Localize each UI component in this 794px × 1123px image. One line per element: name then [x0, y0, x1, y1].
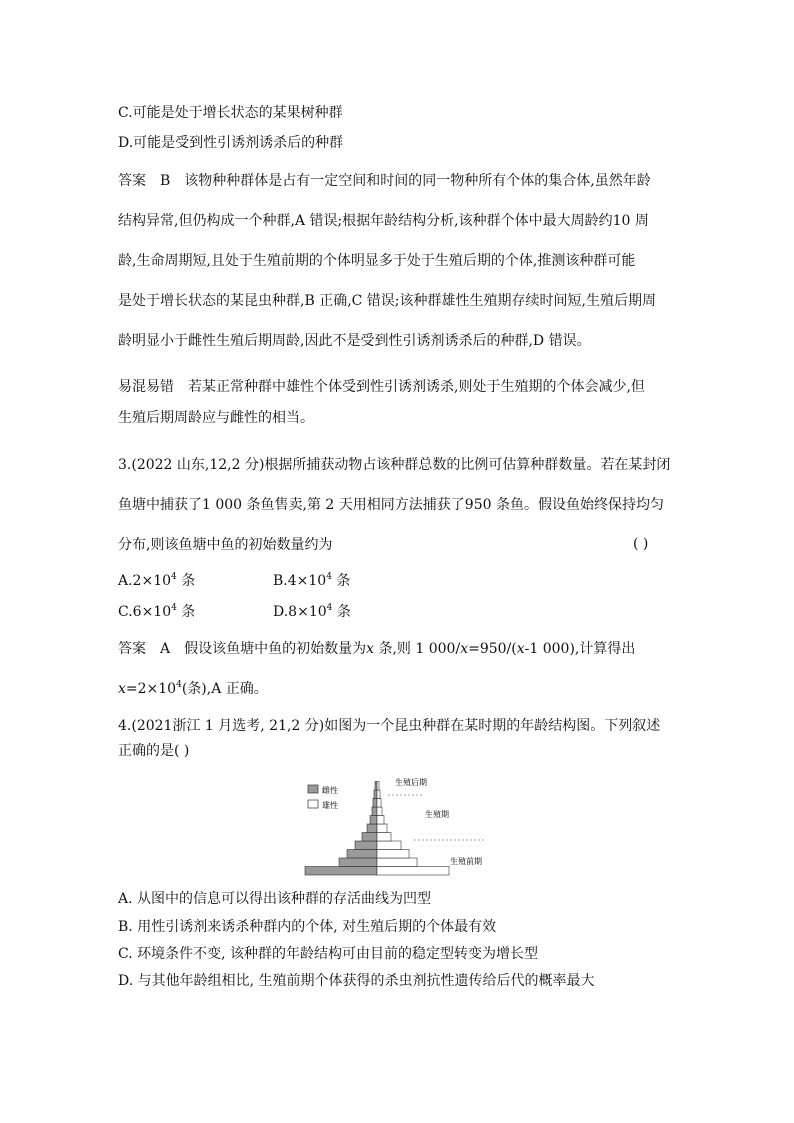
- female-bar: [355, 841, 377, 850]
- q4-stem-line-2: 正确的是( ): [118, 743, 190, 759]
- female-bar: [347, 850, 377, 859]
- legend-female-label: 雌性: [322, 786, 338, 795]
- legend-female-swatch: [308, 785, 318, 793]
- male-bar: [377, 807, 382, 816]
- label-post-reproductive: 生殖后期: [395, 778, 427, 787]
- q3-option-d: $D.8\times 10^4$ 条: [273, 603, 351, 620]
- legend-male-swatch: [308, 800, 318, 808]
- q2-option-d: D.可能是受到性引诱剂诱杀后的种群: [118, 135, 344, 151]
- q4-option-c: C. 环境条件不变, 该种群的年龄结构可由目前的稳定型转变为增长型: [118, 946, 539, 962]
- answer-label: 答案: [118, 173, 146, 189]
- q2-option-c: C.可能是处于增长状态的某果树种群: [118, 105, 343, 121]
- female-bar: [367, 824, 377, 833]
- label-reproductive: 生殖期: [425, 810, 449, 819]
- q3-option-a: $A.2\times 10^4$ 条: [118, 572, 196, 589]
- answer-text: 该物种种群体是占有一定空间和时间的同一物种所有个体的集合体,虽然年龄: [184, 173, 651, 189]
- male-bar: [377, 850, 409, 859]
- female-bar: [373, 799, 377, 808]
- q4-option-b: B. 用性引诱剂来诱杀种群内的个体, 对生殖后期的个体最有效: [118, 919, 497, 935]
- q3-stem-line-2: 鱼塘中捕获了1 000 条鱼售卖,第 2 天用相同方法捕获了950 条鱼。假设鱼始终保持均匀: [118, 497, 664, 513]
- q3-option-c: $C.6\times 10^4$ 条: [118, 603, 196, 620]
- q3-option-b: $B.4\times 10^4$ 条: [273, 572, 351, 589]
- confusion-note-line-2: 生殖后期周龄应与雌性的相当。: [118, 410, 314, 426]
- legend-male-label: 雄性: [322, 801, 338, 810]
- female-bar: [374, 790, 377, 799]
- female-bar: [339, 858, 377, 867]
- q2-answer-line-2: 结构异常,但仍构成一个种群,A 错误;根据年龄结构分析,该种群个体中最大周龄约10 周: [118, 213, 649, 229]
- q4-stem-line-1: 4.(2021浙江 1 月选考, 21,2 分)如图为一个昆虫种群在某时期的年龄结构图。下列叙述: [118, 718, 661, 734]
- male-bar: [377, 824, 387, 833]
- q2-answer-line-5: 龄明显小于雌性生殖后期周龄,因此不是受到性引诱剂诱杀后的种群,D 错误。: [118, 333, 591, 349]
- age-structure-pyramid: [300, 765, 510, 880]
- male-bar: [377, 799, 381, 808]
- q3-answer-blank: ( ): [633, 536, 649, 552]
- female-bar: [372, 807, 377, 816]
- answer-choice: B: [160, 173, 171, 189]
- female-bar: [370, 816, 377, 825]
- male-bar: [377, 841, 401, 850]
- q2-answer-line-4: 是处于增长状态的某昆虫种群,B 正确,C 错误;该种群雄性生殖期存续时间短,生殖后期周: [118, 293, 656, 309]
- q2-answer-line-1: [118, 172, 651, 190]
- label-pre-reproductive: 生殖前期: [450, 857, 482, 866]
- male-bar: [377, 867, 449, 876]
- q3-stem-line-3: 分布,则该鱼塘中鱼的初始数量约为: [118, 537, 333, 553]
- q2-answer-line-3: 龄,生命周期短,且处于生殖前期的个体明显多于处于生殖后期的个体,推测该种群可能: [118, 253, 636, 269]
- q3-stem-line-1: 3.(2022 山东,12,2 分)根据所捕获动物占该种群总数的比例可估算种群数量。若在某封闭: [118, 457, 671, 473]
- male-bar: [377, 816, 384, 825]
- male-bar: [377, 858, 417, 867]
- male-bar: [377, 833, 391, 842]
- male-bar: [377, 790, 380, 799]
- female-bar: [305, 867, 377, 876]
- confusion-text: 若某正常种群中雄性个体受到性引诱剂诱杀,则处于生殖期的个体会减少,但: [188, 379, 645, 395]
- confusion-note-line-1: [118, 378, 645, 396]
- q4-option-a: A. 从图中的信息可以得出该种群的存活曲线为凹型: [118, 891, 432, 907]
- q3-answer-line-2: $x=2\times 10^4$(条),A 正确。: [118, 680, 268, 697]
- confusion-label: 易混易错: [118, 379, 174, 395]
- q3-answer-line-1: 答案 A 假设该鱼塘中鱼的初始数量为x 条,则 1 000/x=950/(x-1 000),计算得出: [118, 641, 636, 657]
- q4-option-d: D. 与其他年龄组相比, 生殖前期个体获得的杀虫剂抗性遗传给后代的概率最大: [118, 973, 595, 989]
- female-bar: [362, 833, 377, 842]
- male-bar: [377, 782, 379, 791]
